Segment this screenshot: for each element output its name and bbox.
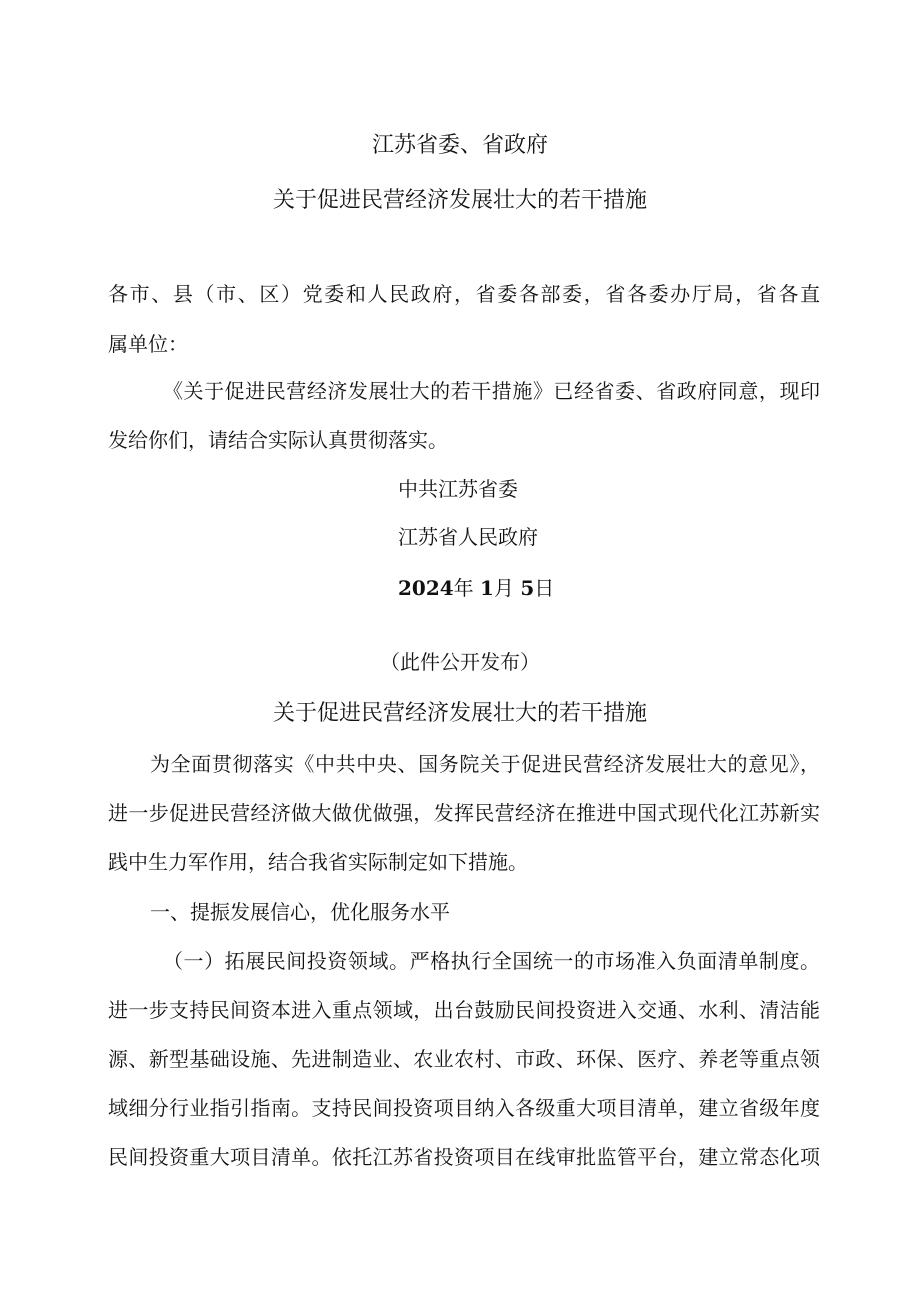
document-title: 关于促进民营经济发展壮大的若干措施 bbox=[272, 188, 647, 213]
signer-party-committee: 中共江苏省委 bbox=[398, 477, 518, 501]
item-1-line-5: 民间投资重大项目清单。依托江苏省投资项目在线审批监管平台，建立常态化项 bbox=[108, 1145, 820, 1169]
signer-government: 江苏省人民政府 bbox=[398, 525, 538, 549]
date-year: 2024 bbox=[398, 576, 454, 600]
date-year-unit: 年 bbox=[453, 576, 474, 600]
item-1-line-4: 域细分行业指引指南。支持民间投资项目纳入各级重大项目清单，建立省级年度 bbox=[108, 1096, 820, 1120]
addressee-line-2: 属单位： bbox=[108, 332, 188, 356]
intro-line-3: 践中生力军作用，结合我省实际制定如下措施。 bbox=[108, 850, 528, 874]
addressee-line-1: 各市、县（市、区）党委和人民政府，省委各部委，省各委办厅局，省各直 bbox=[108, 282, 820, 306]
date-month: 1 bbox=[480, 576, 494, 600]
measures-title: 关于促进民营经济发展壮大的若干措施 bbox=[272, 701, 647, 726]
notice-line-1: 《关于促进民营经济发展壮大的若干措施》已经省委、省政府同意，现印 bbox=[163, 379, 820, 403]
section-1-heading: 一、提振发展信心，优化服务水平 bbox=[150, 900, 450, 924]
item-1-line-1: （一）拓展民间投资领域。严格执行全国统一的市场准入负面清单制度。 bbox=[163, 949, 820, 973]
date-day-unit: 日 bbox=[534, 576, 555, 600]
publish-note: （此件公开发布） bbox=[380, 650, 540, 674]
item-1-line-3: 源、新型基础设施、先进制造业、农业农村、市政、环保、医疗、养老等重点领 bbox=[108, 1047, 820, 1071]
document-title-issuer: 江苏省委、省政府 bbox=[371, 133, 548, 158]
date-day: 5 bbox=[520, 576, 535, 600]
issue-date bbox=[398, 574, 554, 602]
notice-line-2: 发给你们，请结合实际认真贯彻落实。 bbox=[108, 428, 448, 452]
intro-line-1: 为全面贯彻落实《中共中央、国务院关于促进民营经济发展壮大的意见》， bbox=[150, 752, 820, 776]
item-1-line-2: 进一步支持民间资本进入重点领域，出台鼓励民间投资进入交通、水利、清洁能 bbox=[108, 998, 820, 1022]
date-month-unit: 月 bbox=[493, 576, 514, 600]
intro-line-2: 进一步促进民营经济做大做优做强，发挥民营经济在推进中国式现代化江苏新实 bbox=[108, 801, 820, 825]
